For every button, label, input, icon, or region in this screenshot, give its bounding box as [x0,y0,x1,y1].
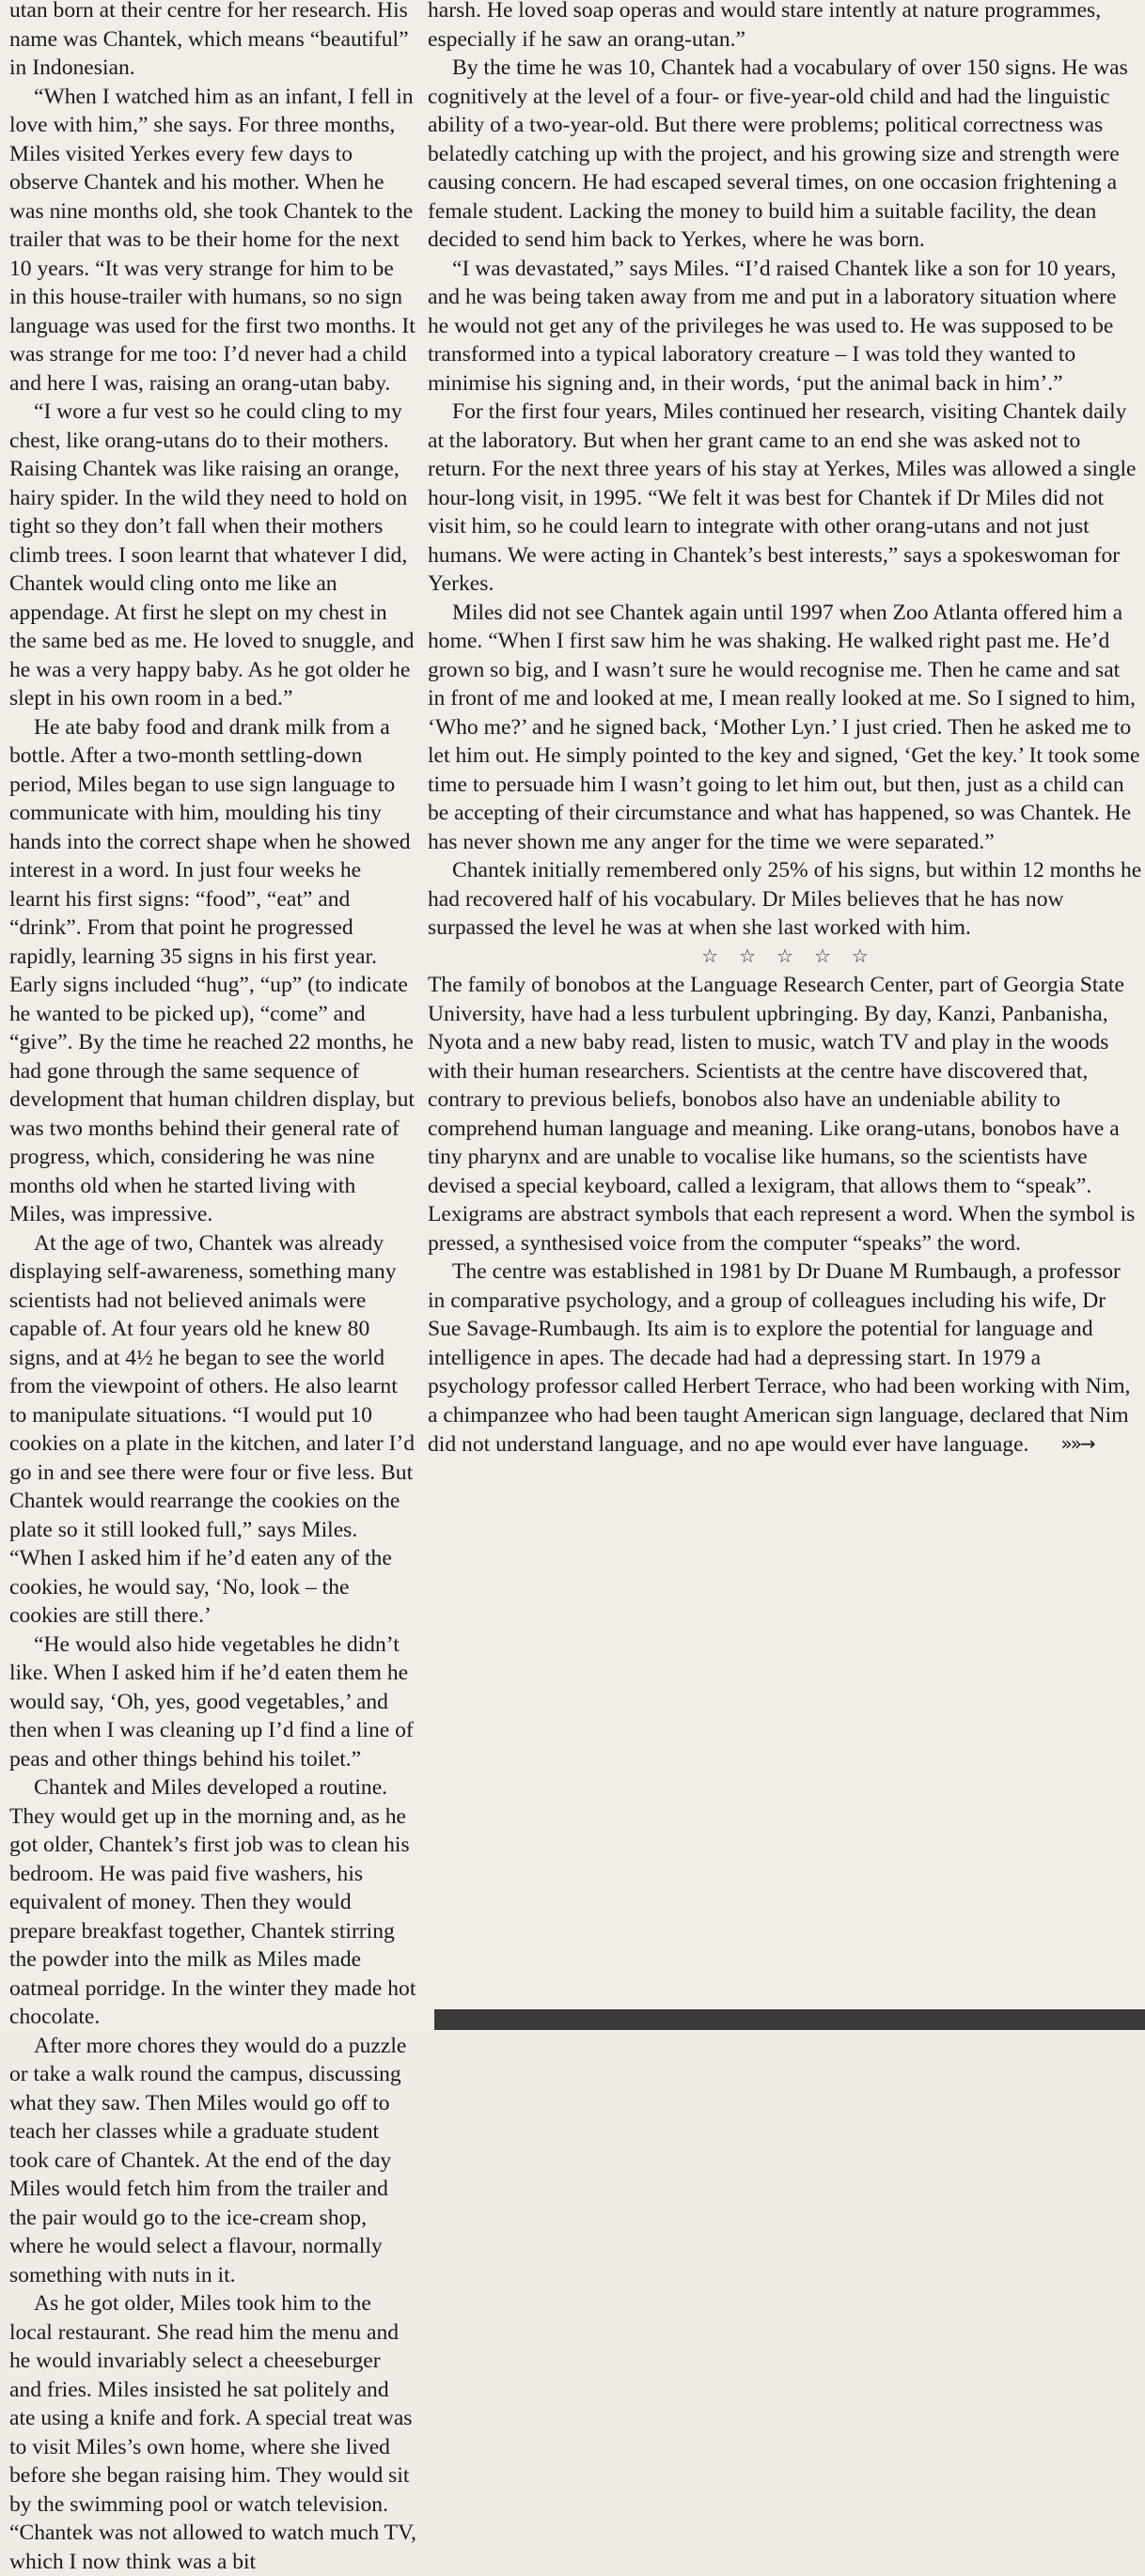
bottom-bar [434,2009,1145,2030]
continue-arrow-icon: »»→ [1060,1432,1094,1455]
right-column [428,0,1142,1460]
paragraph-text: The centre was established in 1981 by Dr Duane M Rumbaugh, a professor in comparative psychology, and a group of colleagues including his wife, Dr Sue Savage-Rumbaugh. Its aim is to explore the potential for language and intelligence in apes. The decade had had a depressing start. In 1979 a psychology professor called Herbert Terrace, who had been working with Nim, a chimpanzee who had been taught American sign language, declared that Nim did not understand language, and no ape would ever have language. [428,1259,1131,1457]
section-break-stars: ☆☆☆☆☆ [701,945,889,967]
paragraph: harsh. He loved soap operas and would stare intently at nature programmes, especially if he saw an orang-utan.” [428,0,1102,52]
paragraph [428,1257,1142,1460]
paragraph: utan born at their centre for her research. His name was Chantek, which means “beautiful” in Indonesian. [9,0,409,80]
paragraph: For the first four years, Miles continued her research, visiting Chantek daily at the laboratory. But when her grant came to an end she was asked not to return. For the next three years of his stay at Yerkes, Miles was allowed a single hour-long visit, in 1995. “We felt it was best for Chantek if Dr Miles did not visit him, so he could learn to integrate with other orang-utans and not just humans. We were acting in Chantek’s best interests,” says a spokeswoman for Yerkes. [428,399,1137,596]
paragraph: By the time he was 10, Chantek had a vocabulary of over 150 signs. He was cognitively at the level of a four- or five-year-old child and had the linguistic ability of a two-year-old. But there were problems; political correctness was belatedly catching up with the project, and his growing size and strength were causing concern. He had escaped several times, on one occasion frightening a female student. Lacking the money to build him a suitable facility, the dean decided to send him back to Yerkes, where he was born. [428,55,1128,252]
paragraph: After more chores they would do a puzzle or take a walk round the campus, discussing what they saw. Then Miles would go off to teach her classes while a graduate student took care of Chantek. At the end of the day Miles would fetch him from the trailer and the pair would go to the ice-cream shop, where he would select a flavour, normally something with nuts in it. [9,2033,407,2287]
left-column [9,0,416,2576]
paragraph: Chantek initially remembered only 25% of his signs, but within 12 months he had recovered half of his vocabulary. Dr Miles believes that he has now surpassed the level he was at when she last worked with him. [428,858,1142,940]
paragraph: “He would also hide vegetables he didn’t like. When I asked him if he’d eaten them he would say, ‘Oh, yes, good vegetables,’ and then when I was cleaning up I’d find a line of peas and other things behind his toilet.” [9,1631,414,1772]
paragraph: He ate baby food and drank milk from a bottle. After a two-month settling-down period, Miles began to use sign language to communicate with him, moulding his tiny hands into the correct shape when he showed interest in a word. In just four weeks he learnt his first signs: “food”, “eat” and “drink”. From that point he progressed rapidly, learning 35 signs in his first year. Early signs included “hug”, “up” (to indicate he wanted to be picked up), “come” and “give”. By the time he reached 22 months, he had gone through the same sequence of development that human children display, but was two months behind their general rate of progress, which, considering he was nine months old when he started living with Miles, was impressive. [9,714,415,1226]
paragraph: “I wore a fur vest so he could cling to my chest, like orang-utans do to their mothers. Raising Chantek was like raising an orange, hairy spider. In the wild they need to hold on tight so they don’t fall when their mothers climb trees. I soon learnt that whatever I did, Chantek would cling onto me like an appendage. At first he slept on my chest in the same bed as me. He loved to snuggle, and he was a very happy baby. As he got older he slept in his own room in a bed.” [9,399,415,710]
paragraph: Miles did not see Chantek again until 1997 when Zoo Atlanta offered him a home. “When I first saw him he was shaking. He walked right past me. He’d grown so big, and I wasn’t sure he would recognise me. Then he came and sat in front of me and looked at me, I mean really looked at me. So I signed to him, ‘Who me?’ and he signed back, ‘Mother Lyn.’ I just cried. Then he asked me to let him out. He simply pointed to the key and signed, ‘Get the key.’ It took some time to persuade him I wasn’t going to let him out, but then, just as a child can be accepting of their circumstance and what has happened, so was Chantek. He has never shown me any anger for the time we were separated.” [428,600,1140,854]
paragraph: As he got older, Miles took him to the local restaurant. She read him the menu and he would invariably select a cheeseburger and fries. Miles insisted he sat politely and ate using a knife and fork. A special treat was to visit Miles’s own home, where she lived before she began raising him. They would sit by the swimming pool or watch television. “Chantek was not allowed to watch much TV, which I now think was a bit [9,2291,416,2574]
paragraph: Chantek and Miles developed a routine. They would get up in the morning and, as he got older, Chantek’s first job was to clean his bedroom. He was paid five washers, his equivalent of money. Then they would prepare breakfast together, Chantek stirring the powder into the milk as Miles made oatmeal porridge. In the winter they made hot chocolate. [9,1775,416,2029]
paragraph: The family of bonobos at the Language Research Center, part of Georgia State University, have had a less turbulent upbringing. By day, Kanzi, Panbanisha, Nyota and a new baby read, listen to music, watch TV and play in the woods with their human researchers. Scientists at the centre have discovered that, contrary to previous beliefs, bonobos also have an undeniable ability to comprehend human language and meaning. Like orang-utans, bonobos have a tiny pharynx and are unable to vocalise like humans, so the scientists have devised a special keyboard, called a lexigram, that allows them to “speak”. Lexigrams are abstract symbols that each represent a word. When the symbol is pressed, a synthesised voice from the computer “speaks” the word. [428,973,1136,1256]
paragraph: “When I watched him as an infant, I fell in love with him,” she says. For three months, Miles visited Yerkes every few days to observe Chantek and his mother. When he was nine months old, she took Chantek to the trailer that was to be their home for the next 10 years. “It was very strange for him to be in this house-trailer with humans, so no sign language was used for the first two months. It was strange for me too: I’d never had a child and here I was, raising an orang-utan baby. [9,84,416,396]
paragraph: “I was devastated,” says Miles. “I’d raised Chantek like a son for 10 years, and he was being taken away from me and put in a laboratory situation where he would not get any of the privileges he was used to. He was supposed to be transformed into a typical laboratory creature – I was told they wanted to minimise his signing and, in their words, ‘put the animal back in him’.” [428,256,1117,396]
paragraph: At the age of two, Chantek was already displaying self-awareness, something many scientists had not believed animals were capable of. At four years old he knew 80 signs, and at 4½ he began to see the world from the viewpoint of others. He also learnt to manipulate situations. “I would put 10 cookies on a plate in the kitchen, and later I’d go in and see there were four or five less. But Chantek would rearrange the cookies on the plate so it still looked full,” says Miles. “When I asked him if he’d eaten any of the cookies, he would say, ‘No, look – the cookies are still there.’ [9,1230,416,1628]
